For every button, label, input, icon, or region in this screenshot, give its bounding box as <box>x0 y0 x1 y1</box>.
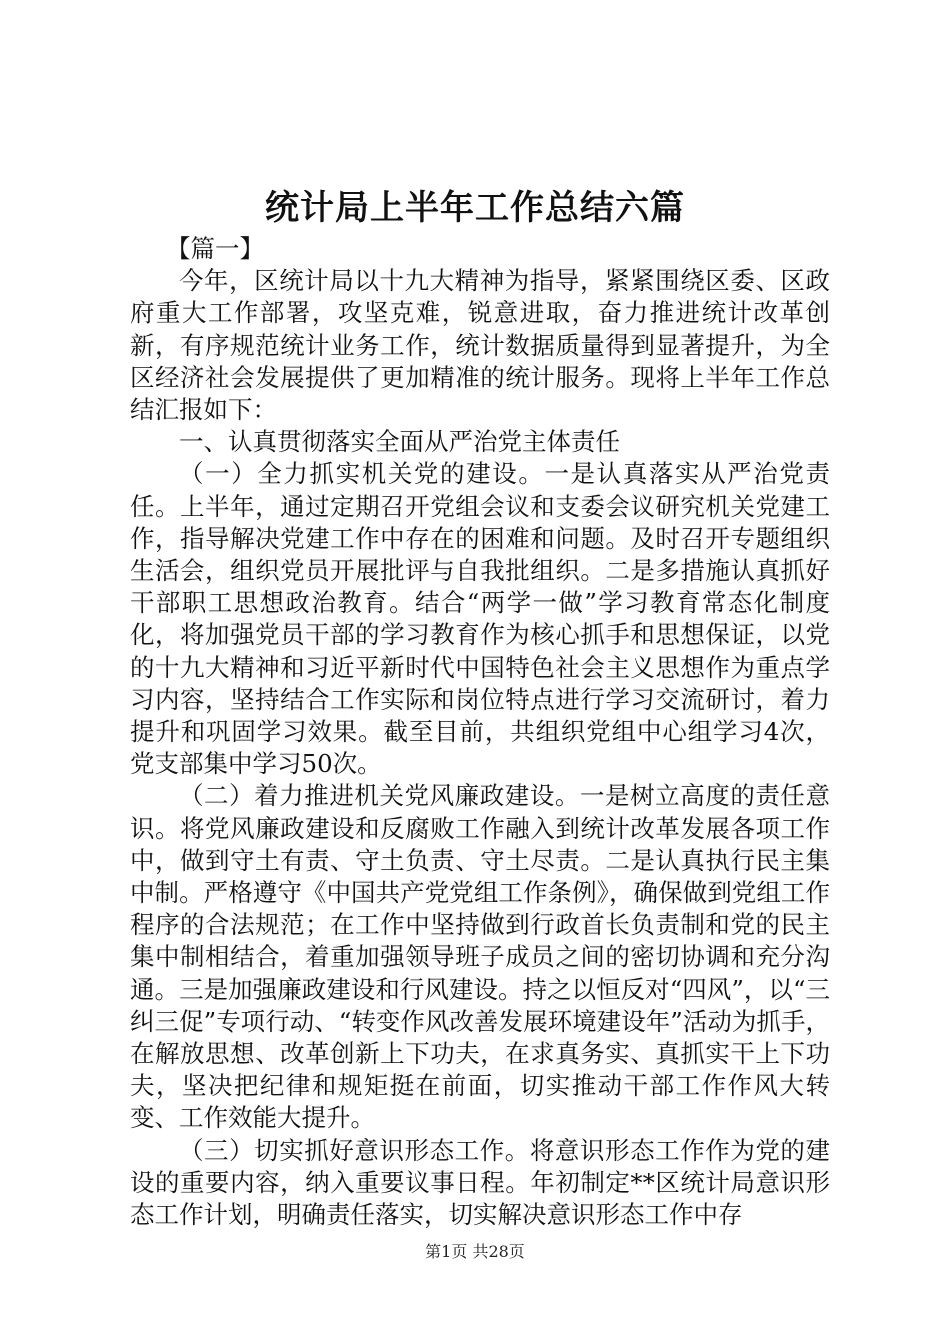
paragraph-intro: 今年，区统计局以十九大精神为指导，紧紧围绕区委、区政府重大工作部署，攻坚克难，锐意进取，奋力推进统计改革创新，有序规范统计业务工作，统计数据质量得到显著提升，为全区经济社会发展提供了更加精准的统计服务。现将上半年工作总结汇报如下： <box>130 266 830 425</box>
section-heading: 一、认真贯彻落实全面从严治党主体责任 <box>179 427 620 457</box>
paragraph-ideology: （三）切实抓好意识形态工作。将意识形态工作作为党的建设的重要内容，纳入重要议事日程。年初制定**区统计局意识形态工作计划，明确责任落实，切实解决意识形态工作中存 <box>130 1135 830 1230</box>
paragraph-party-building: （一）全力抓实机关党的建设。一是认真落实从严治党责任。上半年，通过定期召开党组会议和支委会议研究机关党建工作，指导解决党建工作中存在的困难和问题。及时召开专题组织生活会，组织党员开展批评与自我批组织。二是多措施认真抓好干部职工思想政治教育。结合“两学一做”学习教育常态化制度化，将加强党员干部的学习教育作为核心抓手和思想保证，以党的十九大精神和习近平新时代中国特色社会主义思想作为重点学习内容，坚持结合工作实际和岗位特点进行学习交流研讨，着力提升和巩固学习效果。截至目前，共组织党组中心组学习4次，党支部集中学习50次。 <box>130 459 830 779</box>
section-label: 【篇一】 <box>166 234 264 263</box>
document-title: 统计局上半年工作总结六篇 <box>265 188 685 228</box>
paragraph-integrity: （二）着力推进机关党风廉政建设。一是树立高度的责任意识。将党风廉政建设和反腐败工作融入到统计改革发展各项工作中，做到守土有责、守土负责、守土尽责。二是认真执行民主集中制。严格遵守《中国共产党党组工作条例》，确保做到党组工作程序的合法规范；在工作中坚持做到行政首长负责制和党的民主集中制相结合，着重加强领导班子成员之间的密切协调和充分沟通。三是加强廉政建设和行风建设。持之以恒反对“四风”，以“三纠三促”专项行动、“转变作风改善发展环境建设年”活动为抓手，在解放思想、改革创新上下功夫，在求真务实、真抓实干上下功夫，坚决把纪律和规矩挺在前面，切实推动干部工作作风大转变、工作效能大提升。 <box>130 781 830 1133</box>
document-body <box>130 233 830 1231</box>
page-footer: 第1页 共28页 <box>425 1242 525 1261</box>
